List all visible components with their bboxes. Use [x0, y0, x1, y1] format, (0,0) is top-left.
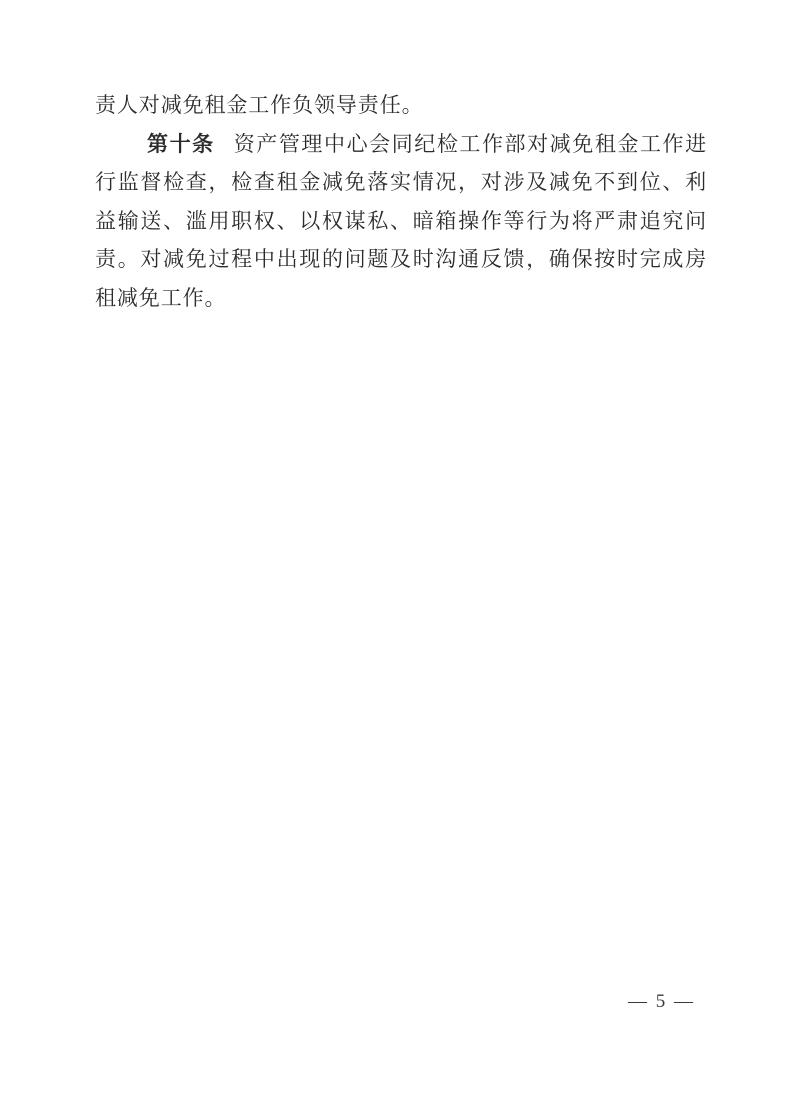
paragraph-continuation: 责人对减免租金工作负领导责任。 — [95, 93, 424, 117]
document-body — [95, 86, 707, 317]
article-text: 资产管理中心会同纪检工作部对减免租金工作进行监督检查，检查租金减免落实情况，对涉及减免不到位、利益输送、滥用职权、以权谋私、暗箱操作等行为将严肃追究问责。对减免过程中出现的问题及时沟通反馈，确保按时完成房租减免工作。 — [95, 131, 707, 310]
paragraph-article-10 — [95, 125, 707, 318]
page-number: — 5 — — [628, 991, 695, 1012]
article-number-label: 第十条 — [147, 131, 215, 156]
